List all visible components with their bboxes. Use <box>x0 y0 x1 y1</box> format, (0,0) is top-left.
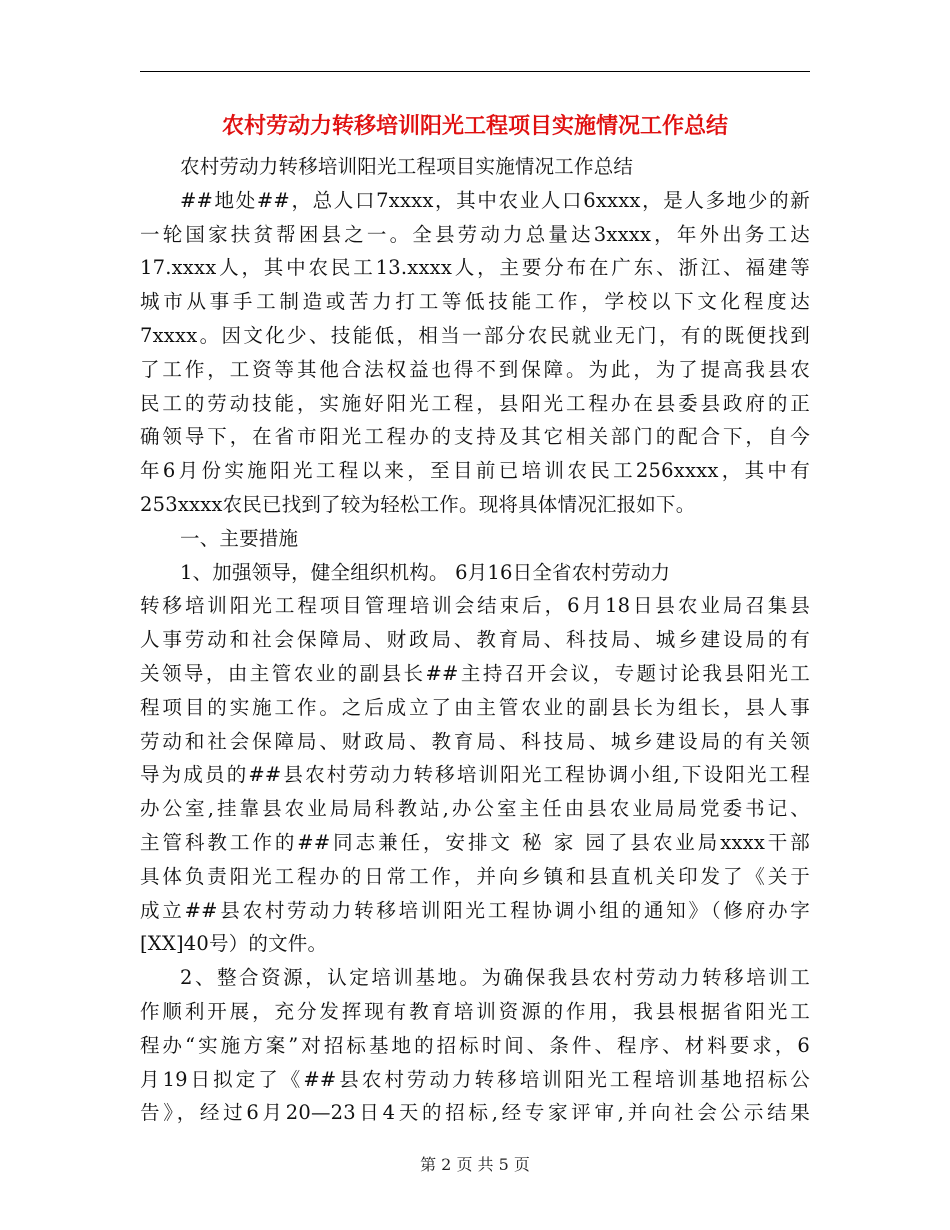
paragraph-line: 城市从事手工制造或苦力打工等低技能工作，学校以下文化程度达 <box>140 290 810 314</box>
paragraph-line: 月19日拟定了《##县农村劳动力转移培训阳光工程培训基地招标公 <box>140 1067 810 1091</box>
document-title: 农村劳动力转移培训阳光工程项目实施情况工作总结 <box>221 114 728 139</box>
paragraph-line: 程办“实施方案”对招标基地的招标时间、条件、程序、材料要求，6 <box>140 1033 810 1057</box>
paragraph-line: 主管科教工作的##同志兼任，安排文 秘 家 园了县农业局xxxx干部 <box>140 830 810 854</box>
paragraph-line: 年6月份实施阳光工程以来，至目前已培训农民工256xxxx，其中有 <box>140 459 810 483</box>
paragraph-line: 7xxxx。因文化少、技能低，相当一部分农民就业无门，有的既便找到 <box>140 323 810 347</box>
paragraph-line: 民工的劳动技能，实施好阳光工程，县阳光工程办在县委县政府的正 <box>140 391 810 415</box>
paragraph-line: 关领导，由主管农业的副县长##主持召开会议，专题讨论我县阳光工 <box>140 661 810 685</box>
paragraph-line: 导为成员的##县农村劳动力转移培训阳光工程协调小组,下设阳光工程 <box>140 763 810 787</box>
paragraph-line: 农村劳动力转移培训阳光工程项目实施情况工作总结 <box>180 155 634 178</box>
paragraph-line: 确领导下，在省市阳光工程办的支持及其它相关部门的配合下，自今 <box>140 425 810 449</box>
paragraph-line: 253xxxx农民已找到了较为轻松工作。现将具体情况汇报如下。 <box>140 492 696 516</box>
paragraph-line: 了工作，工资等其他合法权益也得不到保障。为此，为了提高我县农 <box>140 357 810 381</box>
paragraph-line: 17.xxxx人，其中农民工13.xxxx人，主要分布在广东、浙江、福建等 <box>140 256 810 280</box>
paragraph-line: 办公室,挂靠县农业局局科教站,办公室主任由县农业局局党委书记、 <box>140 797 810 821</box>
paragraph-line: 1、加强领导，健全组织机构。 6月16日全省农村劳动力 <box>180 560 671 584</box>
paragraph-line: [XX]40号）的文件。 <box>140 932 328 956</box>
paragraph-line: 一轮国家扶贫帮困县之一。全县劳动力总量达3xxxx，年外出务工达 <box>140 222 810 246</box>
paragraph-line: 一、主要措施 <box>180 526 299 550</box>
paragraph-line: 人事劳动和社会保障局、财政局、教育局、科技局、城乡建设局的有 <box>140 628 810 652</box>
paragraph-line: 2、整合资源，认定培训基地。为确保我县农村劳动力转移培训工 <box>180 966 810 990</box>
paragraph-line: 告》，经过6月20—23日4天的招标,经专家评审,并向社会公示结果 <box>140 1101 810 1125</box>
page-number: 第 2 页 共 5 页 <box>420 1155 530 1174</box>
header-rule <box>140 71 810 72</box>
paragraph-line: ##地处##，总人口7xxxx，其中农业人口6xxxx，是人多地少的新 <box>180 188 810 212</box>
document-body <box>140 150 810 1130</box>
paragraph-line: 程项目的实施工作。之后成立了由主管农业的副县长为组长，县人事 <box>140 695 810 719</box>
paragraph-line: 劳动和社会保障局、财政局、教育局、科技局、城乡建设局的有关领 <box>140 729 810 753</box>
paragraph-line: 具体负责阳光工程办的日常工作，并向乡镇和县直机关印发了《关于 <box>140 864 810 888</box>
paragraph-line: 作顺利开展，充分发挥现有教育培训资源的作用，我县根据省阳光工 <box>140 999 810 1023</box>
paragraph-line: 转移培训阳光工程项目管理培训会结束后，6月18日县农业局召集县 <box>140 594 810 618</box>
paragraph-line: 成立##县农村劳动力转移培训阳光工程协调小组的通知》（修府办字 <box>140 898 810 922</box>
